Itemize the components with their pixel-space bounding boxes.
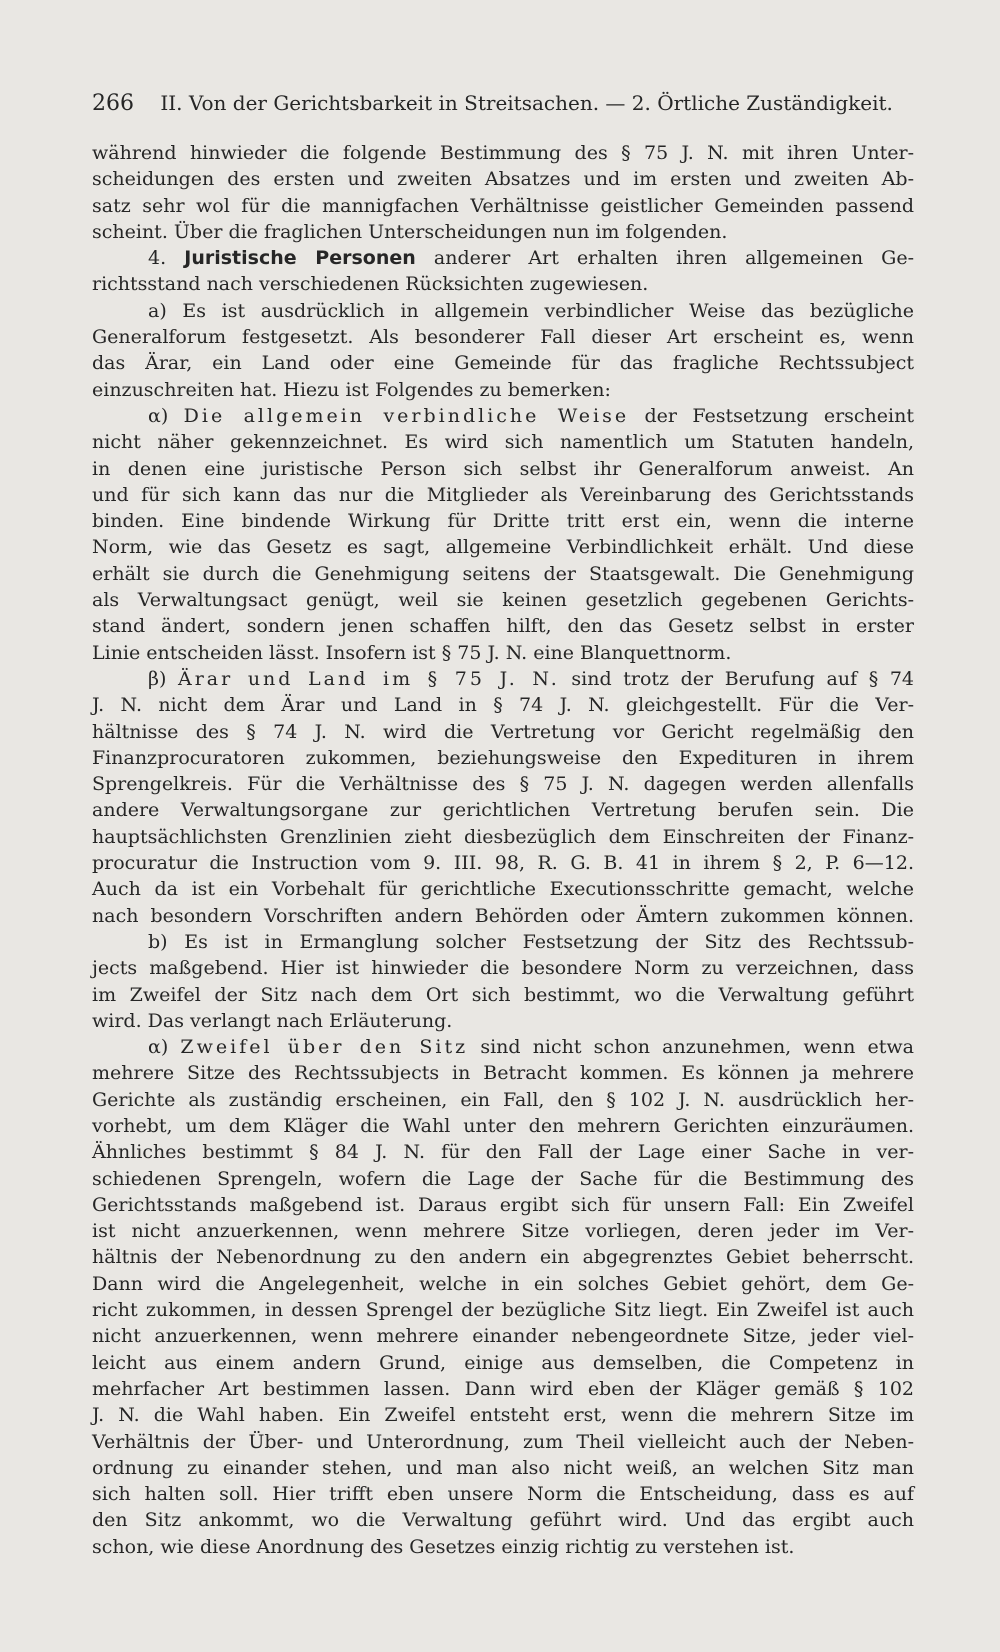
text-line (92, 1192, 914, 1218)
line-text: Generalforum festgesetzt. Als besonderer Fall dieser Art erscheint es, wenn (92, 326, 914, 349)
text-line (92, 1271, 914, 1297)
line-text: Gerichte als zuständig erscheinen, ein Fall, den § 102 J. N. ausdrücklich her- (92, 1088, 914, 1111)
text-line (92, 456, 914, 482)
line-lead: α) (148, 1036, 181, 1059)
text-line (92, 824, 914, 850)
text-line (92, 903, 914, 929)
line-text: leicht aus einem andern Grund, einige aus demselben, die Competenz in (92, 1351, 914, 1374)
text-line (92, 1218, 914, 1244)
text-line (92, 166, 914, 192)
line-lead: β) (148, 667, 178, 690)
line-text: den Sitz ankommt, wo die Verwaltung geführt wird. Und das ergibt auch (92, 1509, 914, 1532)
text-line (92, 219, 914, 245)
page-number: 266 (92, 91, 134, 116)
line-text: nach besondern Vorschriften andern Behörden oder Ämtern zukommen können. (92, 904, 914, 927)
line-text: nicht anzuerkennen, wenn mehrere einander nebengeordnete Sitze, jeder viel- (92, 1325, 914, 1348)
line-text: procuratur die Instruction vom 9. III. 98, R. G. B. 41 in ihrem § 2, P. 6—12. (92, 852, 914, 875)
line-text: satz sehr wol für die mannigfachen Verhältnisse geistlicher Gemeinden passend (92, 194, 914, 217)
line-text: a) Es ist ausdrücklich in allgemein verbindlicher Weise das bezügliche (148, 299, 914, 322)
line-text: schiedenen Sprengeln, wofern die Lage der Sache für die Bestimmung des (92, 1167, 914, 1190)
text-line (92, 850, 914, 876)
text-line (92, 429, 914, 455)
text-line (92, 377, 914, 403)
line-text: Verhältnis der Über- und Unterordnung, zum Theil vielleicht auch der Neben- (92, 1430, 914, 1453)
line-text: J. N. die Wahl haben. Ein Zweifel entsteht erst, wenn die mehrern Sitze im (92, 1404, 914, 1427)
text-line (92, 482, 914, 508)
text-line (92, 1060, 914, 1086)
text-line (92, 534, 914, 560)
line-text: während hinwieder die folgende Bestimmung des § 75 J. N. mit ihren Unter- (92, 142, 914, 164)
line-text: hauptsächlichsten Grenzlinien zieht diesbezüglich dem Einschreiten der Finanz- (92, 825, 914, 848)
text-line (92, 298, 914, 324)
line-text: Linie entscheiden lässt. Insofern ist § 75 J. N. eine Blanquettnorm. (92, 641, 732, 664)
text-line (92, 140, 914, 166)
line-text: nicht näher gekennzeichnet. Es wird sich namentlich um Statuten handeln, (92, 431, 914, 454)
text-line (92, 1087, 914, 1113)
line-text: Auch da ist ein Vorbehalt für gerichtliche Executionsschritte gemacht, welche (92, 878, 914, 901)
line-text: schon, wie diese Anordnung des Gesetzes einzig richtig zu verstehen ist. (92, 1535, 795, 1558)
line-text: hältnisse des § 74 J. N. wird die Vertretung vor Gericht regelmäßig den (92, 720, 914, 743)
line-text: hältnis der Nebenordnung zu den andern ein abgegrenztes Gebiet beherrscht. (92, 1246, 914, 1269)
text-line (92, 745, 914, 771)
line-text: scheint. Über die fraglichen Unterscheidungen nun im folgenden. (92, 220, 728, 243)
line-text: das Ärar, ein Land oder eine Gemeinde für das fragliche Rechtssubject (92, 352, 914, 375)
text-line (92, 1166, 914, 1192)
emphasized-phrase: Zweifel über den Sitz (180, 1036, 469, 1059)
body-text (92, 140, 914, 1560)
line-text: andere Verwaltungsorgane zur gerichtlichen Vertretung berufen sein. Die (92, 799, 914, 822)
emphasized-phrase: Juristische Personen (184, 247, 416, 270)
line-text: erhält sie durch die Genehmigung seitens der Staatsgewalt. Die Genehmigung (92, 562, 914, 585)
text-line (92, 666, 914, 692)
line-text: mehrfacher Art bestimmen lassen. Dann wird eben der Kläger gemäß § 102 (92, 1377, 914, 1400)
text-line (92, 613, 914, 639)
line-text: ist nicht anzuerkennen, wenn mehrere Sitze vorliegen, deren jeder im Ver- (92, 1220, 914, 1243)
text-line (92, 271, 914, 297)
text-line (92, 1008, 914, 1034)
line-text: richt zukommen, in dessen Sprengel der bezügliche Sitz liegt. Ein Zweifel ist auch (92, 1299, 914, 1322)
text-line (92, 771, 914, 797)
text-line (92, 640, 914, 666)
line-text: sich halten soll. Hier trifft eben unsere Norm die Entscheidung, dass es auf (92, 1483, 914, 1506)
text-line (92, 955, 914, 981)
line-text: im Zweifel der Sitz nach dem Ort sich bestimmt, wo die Verwaltung geführt (92, 983, 914, 1006)
text-line (92, 350, 914, 376)
text-line (92, 1534, 914, 1560)
line-text: in denen eine juristische Person sich selbst ihr Generalforum anweist. An (92, 457, 914, 480)
line-lead: 4. (148, 247, 185, 270)
line-text: vorhebt, um dem Kläger die Wahl unter den mehrern Gerichten einzuräumen. (92, 1114, 914, 1137)
text-line (92, 1507, 914, 1533)
text-line (92, 1429, 914, 1455)
line-text: b) Es ist in Ermanglung solcher Festsetzung der Sitz des Rechtssub- (148, 930, 914, 953)
text-line (92, 193, 914, 219)
line-text: der Festsetzung erscheint (644, 404, 914, 427)
text-line (92, 1244, 914, 1270)
emphasized-phrase: Die allgemein verbindliche Weise (183, 404, 630, 427)
text-line (92, 1034, 914, 1060)
line-text: sind nicht schon anzunehmen, wenn etwa (480, 1036, 914, 1059)
line-text: und für sich kann das nur die Mitglieder als Vereinbarung des Gerichtsstands (92, 483, 914, 506)
line-text: als Verwaltungsact genügt, weil sie keinen gesetzlich gegebenen Gerichts- (92, 589, 914, 612)
line-text: Sprengelkreis. Für die Verhältnisse des § 75 J. N. dagegen werden allenfalls (92, 773, 914, 796)
line-text: richtsstand nach verschiedenen Rücksichten zugewiesen. (92, 273, 649, 296)
line-text: anderer Art erhalten ihren allgemeinen Ge- (433, 247, 915, 270)
text-line (92, 324, 914, 350)
emphasized-phrase: Ärar und Land im § 75 J. N. (178, 667, 560, 690)
line-text: Norm, wie das Gesetz es sagt, allgemeine Verbindlichkeit erhält. Und diese (92, 536, 914, 559)
line-text: ordnung zu einander stehen, und man also nicht weiß, an welchen Sitz man (92, 1456, 914, 1479)
text-line (92, 1455, 914, 1481)
text-line (92, 1376, 914, 1402)
line-text: sind trotz der Berufung auf § 74 (571, 667, 914, 690)
running-title: II. Von der Gerichtsbarkeit in Streitsachen. — 2. Örtliche Zuständigkeit. (160, 91, 893, 115)
line-text: mehrere Sitze des Rechtssubjects in Betracht kommen. Es können ja mehrere (92, 1062, 914, 1085)
text-line (92, 1350, 914, 1376)
text-line (92, 929, 914, 955)
text-line (92, 1113, 914, 1139)
text-line (92, 876, 914, 902)
text-line (92, 561, 914, 587)
line-text: scheidungen des ersten und zweiten Absatzes und im ersten und zweiten Ab- (92, 168, 914, 191)
line-text: Ähnliches bestimmt § 84 J. N. für den Fall der Lage einer Sache in ver- (92, 1141, 914, 1164)
line-text: jects maßgebend. Hier ist hinwieder die besondere Norm zu verzeichnen, dass (92, 957, 914, 980)
line-text: Finanzprocuratoren zukommen, beziehungsweise den Expedituren in ihrem (92, 746, 914, 769)
line-text: stand ändert, sondern jenen schaffen hilft, den das Gesetz selbst in erster (92, 615, 914, 638)
text-line (92, 719, 914, 745)
line-text: Gerichtsstands maßgebend ist. Daraus ergibt sich für unsern Fall: Ein Zweifel (92, 1193, 914, 1216)
text-line (92, 245, 914, 271)
text-line (92, 1297, 914, 1323)
text-line (92, 982, 914, 1008)
line-lead: α) (148, 404, 184, 427)
text-line (92, 797, 914, 823)
text-line (92, 1323, 914, 1349)
line-text: J. N. nicht dem Ärar und Land in § 74 J. N. gleichgestellt. Für die Ver- (92, 694, 914, 717)
text-line (92, 1481, 914, 1507)
line-text: wird. Das verlangt nach Erläuterung. (92, 1009, 453, 1032)
text-line (92, 508, 914, 534)
running-header (92, 88, 928, 119)
line-text: einzuschreiten hat. Hiezu ist Folgendes zu bemerken: (92, 378, 611, 401)
line-text: binden. Eine bindende Wirkung für Dritte tritt erst ein, wenn die interne (92, 510, 914, 533)
text-line (92, 692, 914, 718)
line-text: Dann wird die Angelegenheit, welche in ein solches Gebiet gehört, dem Ge- (92, 1272, 914, 1295)
text-line (92, 1402, 914, 1428)
text-line (92, 587, 914, 613)
text-line (92, 1139, 914, 1165)
text-line (92, 403, 914, 429)
